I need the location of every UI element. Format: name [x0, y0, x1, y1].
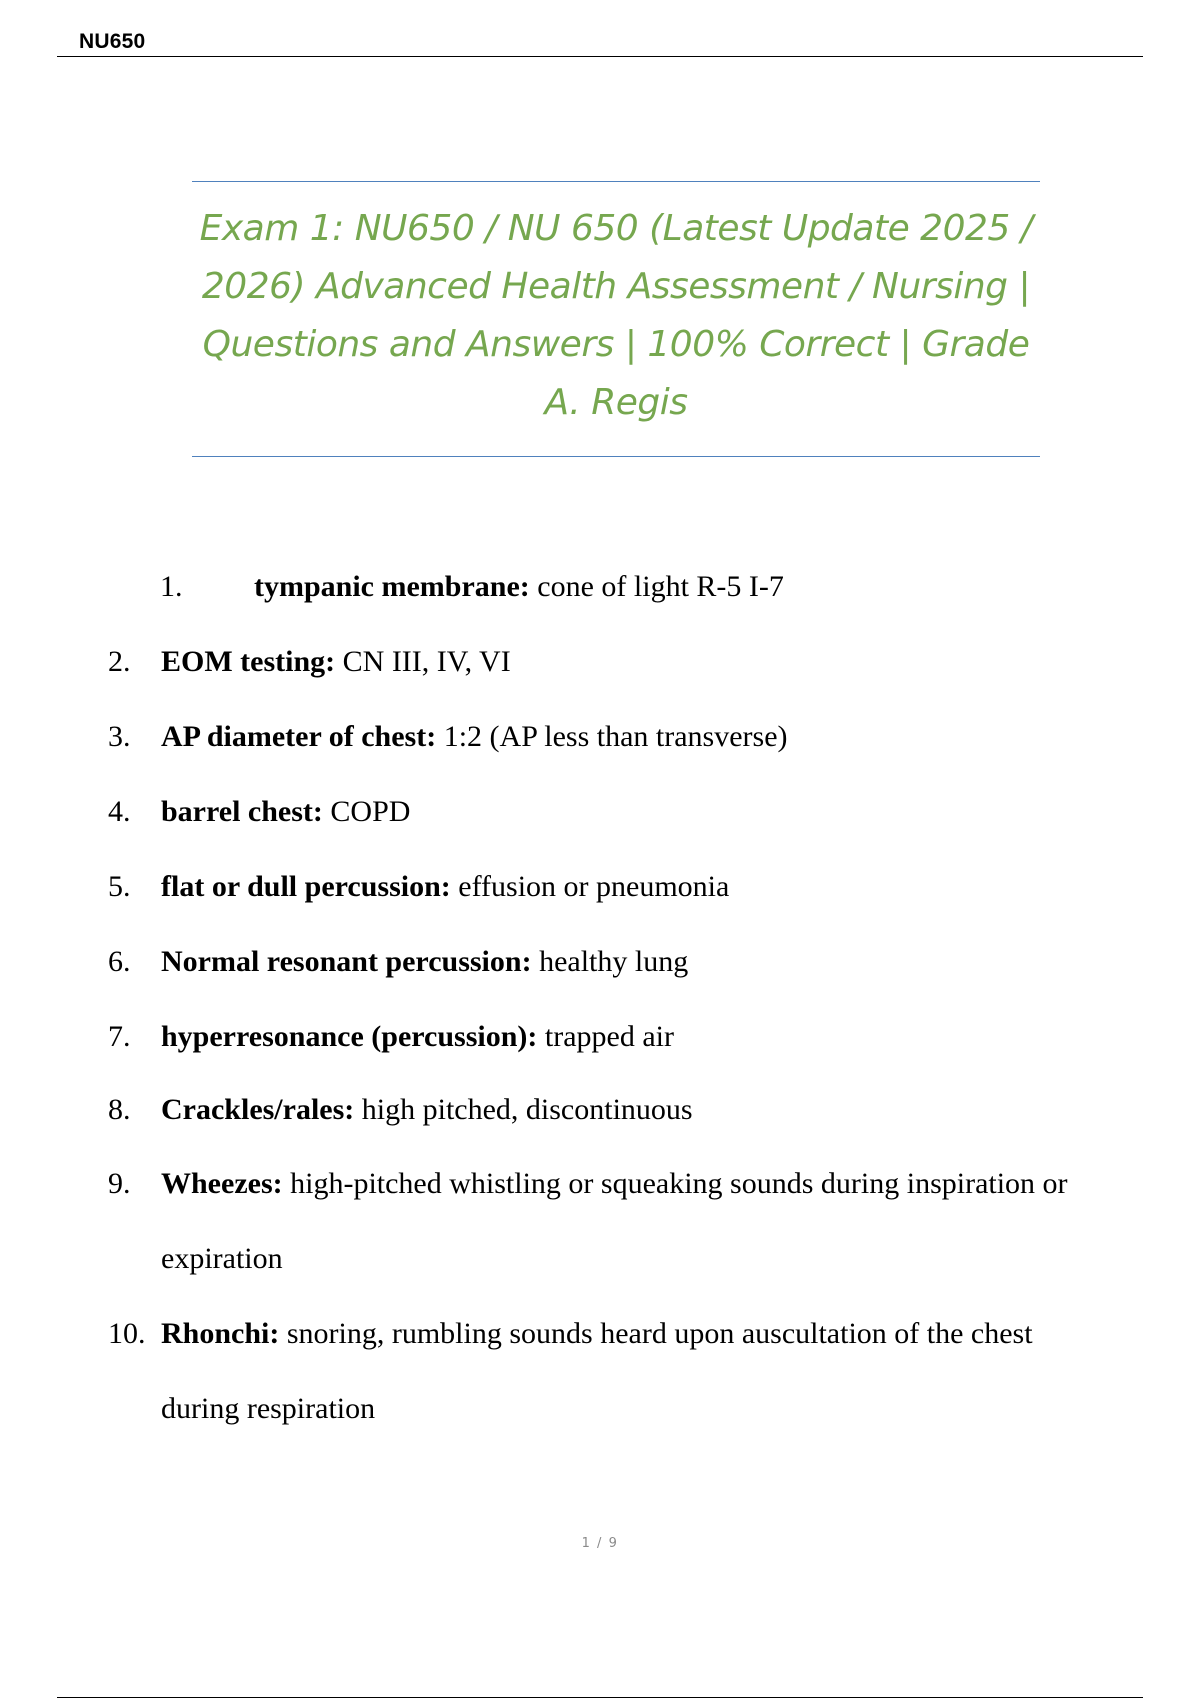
item-term: barrel chest: [161, 795, 323, 828]
item-number: 8. [108, 1093, 131, 1126]
item-number: 5. [108, 870, 131, 903]
item-number: 10. [108, 1317, 146, 1350]
item-number: 9. [108, 1167, 131, 1200]
item-answer: 1:2 (AP less than transverse) [436, 720, 788, 753]
item-answer: high-pitched whistling or squeaking sounds during inspiration or expiration [161, 1167, 1068, 1275]
item-number: 6. [108, 945, 131, 978]
item-answer: trapped air [537, 1020, 674, 1053]
item-answer: snoring, rumbling sounds heard upon auscultation of the chest during respiration [161, 1317, 1033, 1425]
item-number: 3. [108, 720, 131, 753]
footer-divider [57, 1697, 1143, 1698]
item-term: Rhonchi: [161, 1317, 280, 1350]
title-bottom-rule [192, 456, 1040, 457]
item-term: Wheezes: [161, 1167, 283, 1200]
item-number: 7. [108, 1020, 131, 1053]
item-answer: healthy lung [531, 945, 689, 978]
item-text [254, 549, 1200, 624]
item-answer: effusion or pneumonia [450, 870, 730, 903]
item-text [161, 624, 1111, 699]
item-term: EOM testing: [161, 645, 336, 678]
item-text [161, 774, 1111, 849]
item-text [161, 1072, 1111, 1147]
item-text [161, 1296, 1111, 1446]
item-text [161, 924, 1111, 999]
title-top-rule [192, 181, 1040, 182]
item-term: tympanic membrane: [254, 570, 530, 603]
page-number: 1 / 9 [581, 1536, 619, 1551]
item-text [161, 699, 1111, 774]
item-answer: high pitched, discontinuous [354, 1093, 693, 1126]
document-title: Exam 1: NU650 / NU 650 (Latest Update 2025 / 2026) Advanced Health Assessment / Nursing | Questions and Answers | 100% Correct | Grade A. Regis [199, 208, 1033, 423]
header-course-code: NU650 [79, 30, 146, 53]
item-term: Normal resonant percussion: [161, 945, 532, 978]
item-term: Crackles/rales: [161, 1093, 355, 1126]
item-number: 2. [108, 645, 131, 678]
item-term: hyperresonance (percussion): [161, 1020, 538, 1053]
item-answer: cone of light R-5 I-7 [529, 570, 784, 603]
item-term: AP diameter of chest: [161, 720, 437, 753]
item-text [161, 849, 1111, 924]
item-answer: COPD [322, 795, 411, 828]
item-answer: CN III, IV, VI [335, 645, 511, 678]
item-text [161, 1146, 1111, 1296]
header-divider [57, 56, 1143, 57]
item-number: 4. [108, 795, 131, 828]
item-text [161, 999, 1111, 1074]
item-number: 1. [160, 570, 183, 603]
item-term: flat or dull percussion: [161, 870, 451, 903]
